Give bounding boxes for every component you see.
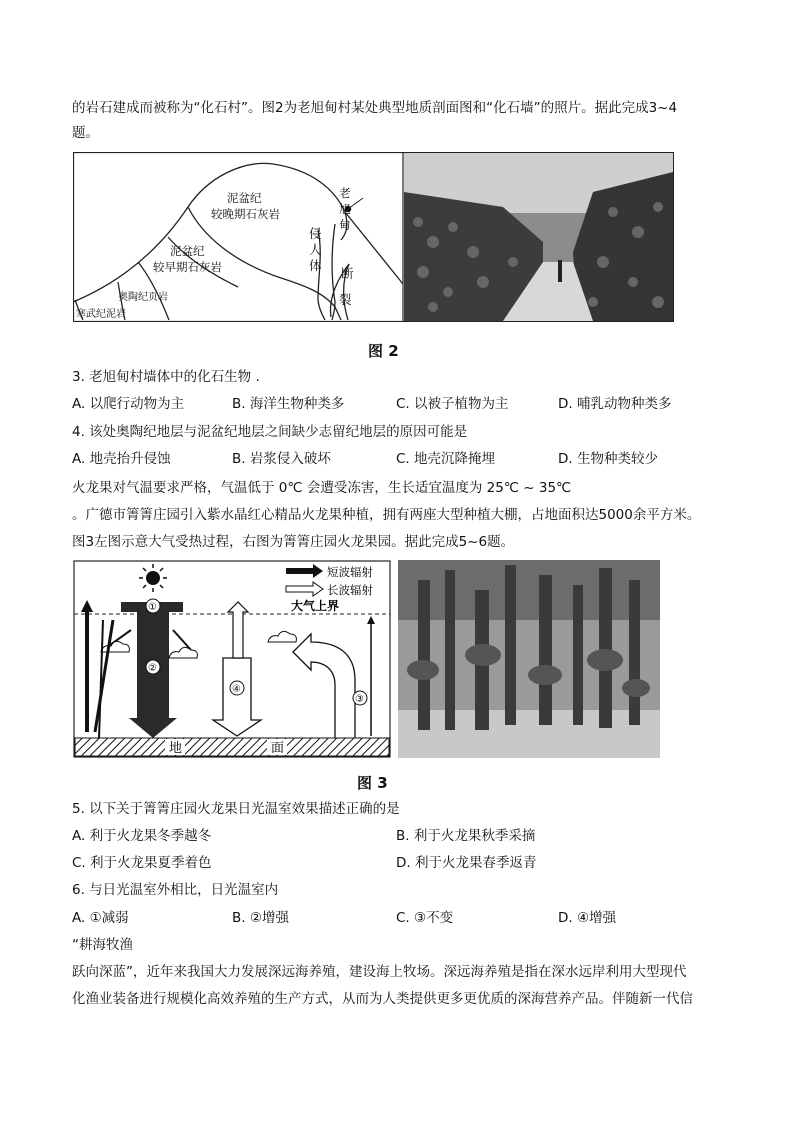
q5-stem: 5. 以下关于箐箐庄园火龙果日光温室效果描述正确的是 — [72, 801, 400, 817]
pitaya-orchard-photo — [398, 560, 660, 758]
ground-band — [75, 738, 389, 756]
label-fault-1: 断 — [341, 266, 354, 281]
label-1: ① — [148, 602, 157, 613]
label-devonian-early-2: 较早期石灰岩 — [153, 260, 222, 274]
ground-label-2: 面 — [271, 741, 285, 756]
label-village-3: 甸 — [339, 218, 351, 232]
intro-line-2: 题。 — [72, 125, 99, 141]
passage3-line-1: “耕海牧渔 — [72, 937, 133, 953]
label-intrusion-3: 体 — [309, 258, 322, 273]
q3-option-d: D. 哺乳动物种类多 — [558, 396, 672, 412]
q4-option-a: A. 地壳抬升侵蚀 — [72, 451, 171, 467]
label-cambrian: 寒武纪泥岩 — [76, 309, 126, 320]
legend-long-wave: 长波辐射 — [327, 583, 373, 597]
geologic-section-and-photo — [73, 152, 674, 322]
figure-2-caption: 图 2 — [368, 342, 399, 360]
q3-option-a: A. 以爬行动物为主 — [72, 396, 185, 412]
q6-option-a: A. ①减弱 — [72, 910, 129, 926]
passage2-line-2: 。广德市箐箐庄园引入紫水晶红心精品火龙果种植，拥有两座大型种植大棚，占地面积达5000余平方米。 — [72, 507, 701, 523]
passage3-line-3: 化渔业装备进行规模化高效养殖的生产方式，从而为人类提供更多更优质的深海营养产品。伴随新一代信 — [72, 991, 693, 1007]
q4-stem: 4. 该处奥陶纪地层与泥盆纪地层之间缺少志留纪地层的原因可能是 — [72, 424, 468, 440]
ground-label-1: 地 — [169, 741, 183, 756]
label-devonian-late-2: 较晚期石灰岩 — [211, 207, 280, 221]
q6-option-c: C. ③不变 — [396, 910, 454, 926]
q6-option-d: D. ④增强 — [558, 910, 617, 926]
label-2: ② — [148, 663, 157, 674]
label-devonian-late-1: 泥盆纪 — [227, 191, 262, 205]
label-devonian-early-1: 泥盆纪 — [170, 244, 205, 258]
q6-option-b: B. ②增强 — [232, 910, 289, 926]
q4-option-d: D. 生物种类较少 — [558, 451, 658, 467]
q5-option-a: A. 利于火龙果冬季越冬 — [72, 828, 212, 844]
q4-option-c: C. 地壳沉降掩埋 — [396, 451, 496, 467]
passage2-line-3: 图3左图示意大气受热过程，右图为箐箐庄园火龙果园。据此完成5~6题。 — [72, 534, 515, 550]
figure-2 — [73, 152, 674, 322]
q5-option-d: D. 利于火龙果春季返青 — [396, 855, 537, 871]
q4-option-b: B. 岩浆侵入破坏 — [232, 451, 331, 467]
label-village-1: 老 — [339, 186, 351, 200]
label-3: ③ — [355, 694, 364, 705]
label-4: ④ — [232, 684, 241, 695]
label-intrusion-2: 人 — [309, 242, 322, 257]
q6-stem: 6. 与日光温室外相比，日光温室内 — [72, 882, 279, 898]
figure-3-caption: 图 3 — [357, 774, 388, 792]
passage2-line-1: 火龙果对气温要求严格，气温低于 0℃ 会遭受冻害，生长适宜温度为 25℃ ~ 35℃ — [72, 480, 572, 496]
label-fault-2: 裂 — [339, 292, 352, 307]
fossil-wall-photo — [404, 153, 673, 321]
q3-stem: 3. 老旭甸村墙体中的化石生物 . — [72, 369, 260, 385]
q5-option-c: C. 利于火龙果夏季着色 — [72, 855, 212, 871]
figure-3 — [73, 560, 663, 758]
label-village-2: 旭 — [339, 202, 351, 216]
atmospheric-heating-diagram — [74, 561, 390, 757]
q3-option-b: B. 海洋生物种类多 — [232, 396, 345, 412]
legend-short-wave: 短波辐射 — [327, 565, 373, 579]
intro-line-1: 的岩石建成而被称为“化石村”。图2为老旭甸村某处典型地质剖面图和“化石墙”的照片。据此完成3~4 — [72, 100, 678, 116]
q3-option-c: C. 以被子植物为主 — [396, 396, 509, 412]
q5-option-b: B. 利于火龙果秋季采摘 — [396, 828, 536, 844]
label-intrusion-1: 侵 — [309, 226, 322, 241]
label-ordovician: 奥陶纪页岩 — [118, 292, 168, 303]
passage3-line-2: 跃向深蓝”，近年来我国大力发展深远海养殖，建设海上牧场。深远海养殖是指在深水远岸利用大型现代 — [72, 964, 687, 980]
atmosphere-top-label: 大气上界 — [291, 599, 340, 613]
